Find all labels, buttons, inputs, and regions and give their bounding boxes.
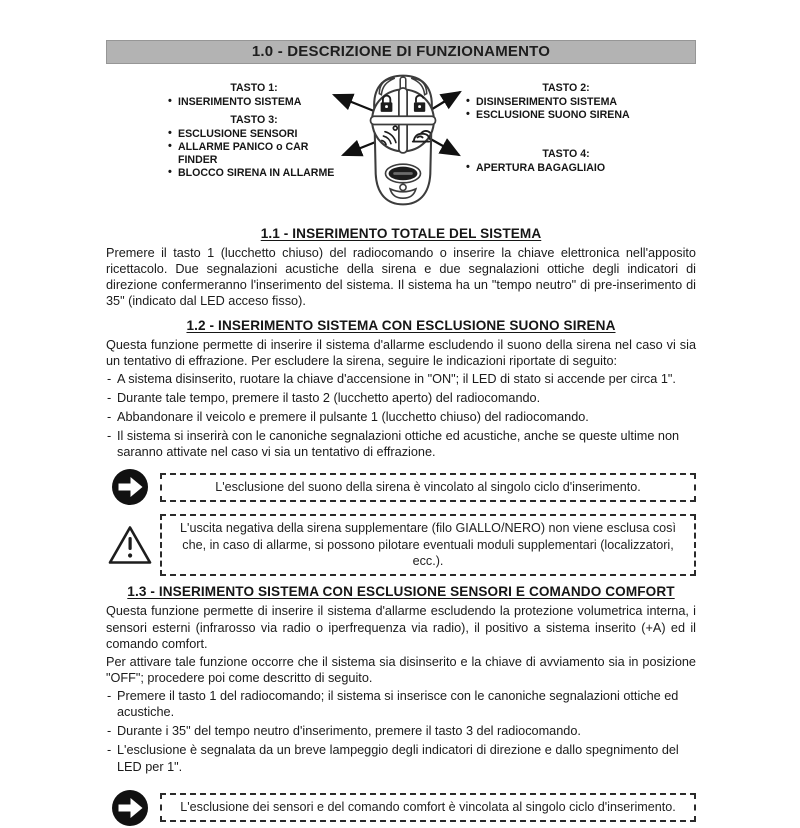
bullet-item: - Il sistema si inserirà con le canoniche segnalazioni ottiche ed acustiche, anche se queste ultime non saranno attivate nel caso vi sia un tentativo di effrazione. [106, 428, 696, 460]
bullet-item: - L'esclusione è segnalata da un breve lampeggio degli indicatori di direzione e dallo spegnimento del LED per 1". [106, 742, 696, 774]
note-box: L'uscita negativa della sirena supplementare (filo GIALLO/NERO) non viene esclusa così che, in caso di allarme, si possono pilotare eventuali moduli supplementari (localizzatori, ecc.). [160, 514, 696, 576]
section-heading: 1.3 - INSERIMENTO SISTEMA CON ESCLUSIONE SENSORI E COMANDO COMFORT [127, 584, 675, 600]
section-1-3 [106, 584, 696, 827]
tasto2-item: • DISINSERIMENTO SISTEMA [464, 96, 668, 109]
tasto1-title: TASTO 1: [230, 82, 278, 94]
bullet-item: - A sistema disinserito, ruotare la chiave d'accensione in "ON"; il LED di stato si accende per circa 1". [106, 371, 696, 387]
tasto3-item: • ALLARME PANICO o CAR FINDER [166, 141, 336, 167]
logo-oval [385, 164, 420, 183]
bullet-list [106, 371, 696, 461]
note-row [106, 514, 696, 576]
note-box: L'esclusione del suono della sirena è vincolato al singolo ciclo d'inserimento. [160, 473, 696, 502]
bullet-item: - Premere il tasto 1 del radiocomando; il sistema si inserisce con le canoniche segnalazioni ottiche ed acustiche. [106, 688, 696, 720]
section-heading: 1.2 - INSERIMENTO SISTEMA CON ESCLUSIONE SUONO SIRENA [186, 317, 616, 333]
note-box: L'esclusione dei sensori e del comando comfort è vincolata al singolo ciclo d'inserimento. [160, 793, 696, 822]
label-tasto1 [166, 82, 342, 109]
paragraph: Premere il tasto 1 (lucchetto chiuso) del radiocomando o inserire la chiave elettronica nell'apposito ricettacolo. Due segnalazioni acustiche della sirena e due segnalazioni ottiche degli indicatori di direzione confermeranno l'inserimento del sistema. Il sistema ha un "tempo neutro" di pre-inserimento di 35" (indicato dal LED acceso fisso). [106, 246, 696, 309]
label-tasto3 [166, 114, 342, 180]
label-tasto2 [464, 82, 668, 122]
paragraph: Questa funzione permette di inserire il sistema d'allarme escludendo il suono della sirena nel caso vi sia un tentativo di effrazione. Per escludere la sirena, seguire le indicazioni riportate di seguito: [106, 337, 696, 368]
arrow-right-icon [106, 467, 153, 507]
warning-icon [106, 524, 153, 566]
section-1-1 [106, 226, 696, 310]
tasto3-item: • BLOCCO SIRENA IN ALLARME [166, 167, 336, 180]
tasto4-item: • APERTURA BAGAGLIAIO [464, 162, 668, 175]
section-1-2 [106, 318, 696, 577]
tasto1-item: • INSERIMENTO SISTEMA [166, 96, 342, 109]
tasto2-title: TASTO 2: [542, 82, 590, 94]
note-row [106, 788, 696, 828]
bullet-item: - Durante i 35" del tempo neutro d'inserimento, premere il tasto 3 del radiocomando. [106, 723, 696, 739]
tasto2-item: • ESCLUSIONE SUONO SIRENA [464, 109, 668, 122]
tasto4-title: TASTO 4: [542, 148, 590, 160]
arrow-right-icon [106, 788, 153, 828]
paragraph: Per attivare tale funzione occorre che il sistema sia disinserito e la chiave di avviamento sia in posizione "OFF"; procedere poi come descritto di seguito. [106, 654, 696, 685]
pad-cross-horizontal [371, 116, 436, 124]
remote-diagram [106, 66, 696, 218]
bullet-item: - Durante tale tempo, premere il tasto 2 (lucchetto aperto) del radiocomando. [106, 390, 696, 406]
note-row [106, 467, 696, 507]
section-heading: 1.1 - INSERIMENTO TOTALE DEL SISTEMA [260, 226, 542, 241]
remote-illustration [369, 74, 437, 206]
tasto3-item: • ESCLUSIONE SENSORI [166, 128, 336, 141]
tasto3-title: TASTO 3: [230, 114, 278, 126]
page-title: 1.0 - DESCRIZIONE DI FUNZIONAMENTO [106, 40, 696, 64]
bullet-list [106, 688, 696, 775]
paragraph: Questa funzione permette di inserire il sistema d'allarme escludendo la protezione volumetrica interna, i sensori esterni (infrarosso via radio o iperfrequenza via radio), il positivo a sistema inserito (+A) ed il comando comfort. [106, 604, 696, 651]
label-tasto4 [464, 148, 668, 175]
bullet-item: - Abbandonare il veicolo e premere il pulsante 1 (lucchetto chiuso) del radiocomando. [106, 409, 696, 425]
